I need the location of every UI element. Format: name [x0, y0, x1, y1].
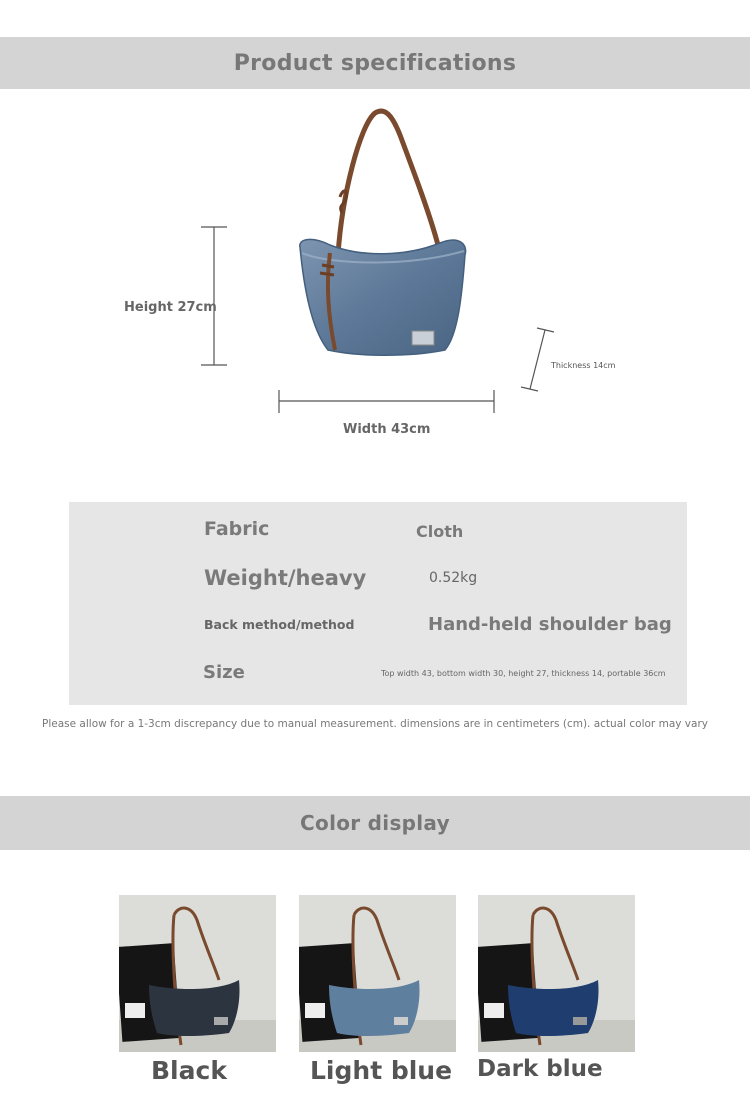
thickness-dimension-label: Thickness 14cm [551, 361, 616, 370]
bag-photo-light-blue [299, 895, 456, 1052]
banner-title: Product specifications [233, 50, 517, 76]
color-swatch-dark-blue[interactable] [478, 895, 635, 1052]
measurement-disclaimer: Please allow for a 1-3cm discrepancy due to manual measurement. dimensions are in centimeters (cm). actual color may vary [42, 718, 708, 730]
fabric-label: Fabric [204, 518, 270, 540]
width-dimension-label: Width 43cm [343, 422, 431, 437]
dimension-lines [0, 0, 750, 460]
color-label-black: Black [151, 1056, 227, 1085]
height-dimension-label: Height 27cm [124, 300, 217, 315]
color-display-banner [0, 796, 750, 850]
weight-label: Weight/heavy [204, 566, 367, 590]
color-label-dark-blue: Dark blue [477, 1056, 603, 1082]
size-value: Top width 43, bottom width 30, height 27, thickness 14, portable 36cm [381, 669, 666, 678]
method-label: Back method/method [204, 617, 355, 632]
color-label-light-blue: Light blue [310, 1056, 453, 1085]
color-swatch-black[interactable] [119, 895, 276, 1052]
method-value: Hand-held shoulder bag [428, 614, 672, 635]
bag-photo-black [119, 895, 276, 1052]
bag-photo-dark-blue [478, 895, 635, 1052]
weight-value: 0.52kg [429, 570, 478, 586]
banner-title: Color display [300, 811, 450, 835]
fabric-value: Cloth [416, 522, 464, 541]
spec-table [69, 502, 687, 705]
size-label: Size [203, 662, 245, 683]
color-swatch-light-blue[interactable] [299, 895, 456, 1052]
